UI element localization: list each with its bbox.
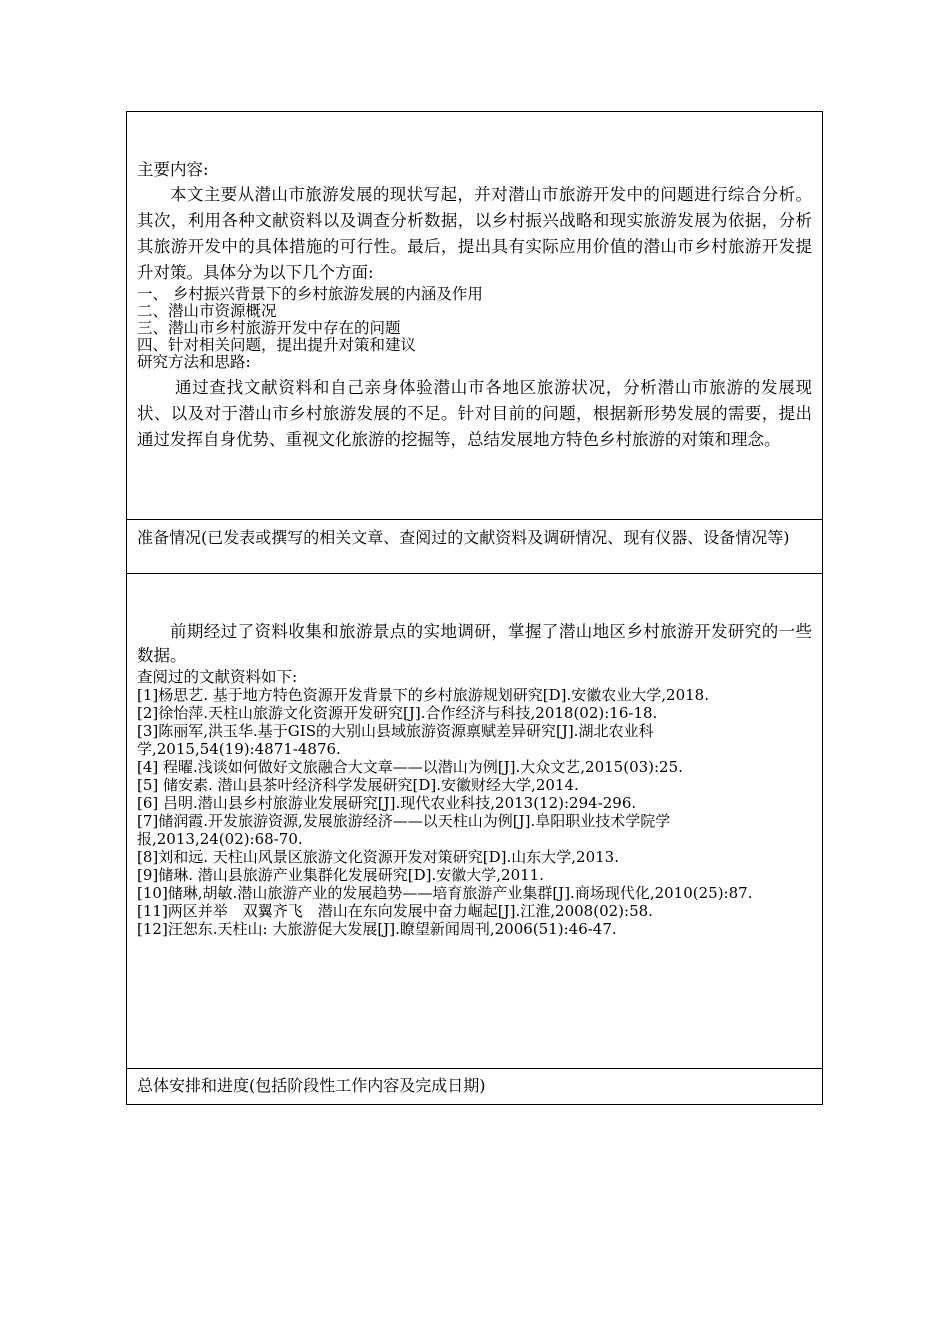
preparation-body-section [127, 574, 822, 1069]
main-content-heading: 主要内容: [137, 160, 209, 179]
reference-item: [1]杨思艺. 基于地方特色资源开发背景下的乡村旅游规划研究[D].安徽农业大学,2018. [137, 686, 709, 704]
preparation-intro: 前期经过了资料收集和旅游景点的实地调研，掌握了潜山地区乡村旅游开发研究的一些数据。 [137, 622, 812, 665]
method-text: 通过查找文献资料和自己亲身体验潜山市各地区旅游状况，分析潜山市旅游的发展现状、以及对于潜山市乡村旅游发展的不足。针对目前的问题，根据新形势发展的需要，提出通过发挥自身优势、重视文化旅游的挖掘等，总结发展地方特色乡村旅游的对策和理念。 [137, 378, 812, 449]
reference-item: [9]储琳. 潜山县旅游产业集群化发展研究[D].安徽大学,2011. [137, 866, 544, 884]
reference-item: [3]陈丽军,洪玉华.基于GIS的大别山县域旅游资源禀赋差异研究[J].湖北农业科学,2015,54(19):4871-4876. [137, 722, 654, 758]
reference-item: [7]储润霞.开发旅游资源,发展旅游经济——以天柱山为例[J].阜阳职业技术学院学报,2013,24(02):68-70. [137, 812, 671, 848]
reference-item: [5] 储安素. 潜山县茶叶经济科学发展研究[D].安徽财经大学,2014. [137, 776, 579, 794]
preparation-heading: 准备情况(已发表或撰写的相关文章、查阅过的文献资料及调研情况、现有仪器、设备情况等) [137, 528, 790, 547]
proposal-form-table [126, 111, 823, 1105]
main-content-point: 一、 乡村振兴背景下的乡村旅游发展的内涵及作用 [137, 286, 483, 303]
reference-item: [12]汪恕东.天柱山: 大旅游促大发展[J].瞭望新闻周刊,2006(51):46-47. [137, 920, 617, 938]
reference-item: [8]刘和远. 天柱山风景区旅游文化资源开发对策研究[D].山东大学,2013. [137, 848, 619, 866]
reference-list [137, 686, 812, 938]
references-heading: 查阅过的文献资料如下: [137, 668, 298, 686]
reference-item: [4] 程曜.浅谈如何做好文旅融合大文章——以潜山为例[J].大众文艺,2015(03):25. [137, 758, 683, 776]
preparation-header-section [127, 520, 822, 574]
main-content-section [127, 112, 822, 520]
reference-item: [2]徐怡萍.天柱山旅游文化资源开发研究[J].合作经济与科技,2018(02):16-18. [137, 704, 658, 722]
main-content-intro: 本文主要从潜山市旅游发展的现状写起，并对潜山市旅游开发中的问题进行综合分析。其次，利用各种文献资料以及调查分析数据，以乡村振兴战略和现实旅游发展为依据，分析其旅游开发中的具体措施的可行性。最后，提出具有实际应用价值的潜山市乡村旅游开发提升对策。具体分为以下几个方面: [137, 185, 812, 282]
schedule-heading: 总体安排和进度(包括阶段性工作内容及完成日期) [137, 1076, 486, 1095]
main-content-points [137, 286, 812, 354]
reference-item: [10]储琳,胡敏.潜山旅游产业的发展趋势——培育旅游产业集群[J].商场现代化,2010(25):87. [137, 884, 753, 902]
main-content-point: 三、潜山市乡村旅游开发中存在的问题 [137, 320, 401, 337]
schedule-section [127, 1069, 822, 1104]
reference-item: [11]两区并举 双翼齐飞 潜山在东向发展中奋力崛起[J].江淮,2008(02):58. [137, 902, 653, 920]
method-heading: 研究方法和思路: [137, 354, 251, 371]
main-content-point: 二、潜山市资源概况 [137, 303, 277, 320]
reference-item: [6] 吕明.潜山县乡村旅游业发展研究[J].现代农业科技,2013(12):294-296. [137, 794, 637, 812]
main-content-point: 四、针对相关问题，提出提升对策和建议 [137, 337, 417, 354]
